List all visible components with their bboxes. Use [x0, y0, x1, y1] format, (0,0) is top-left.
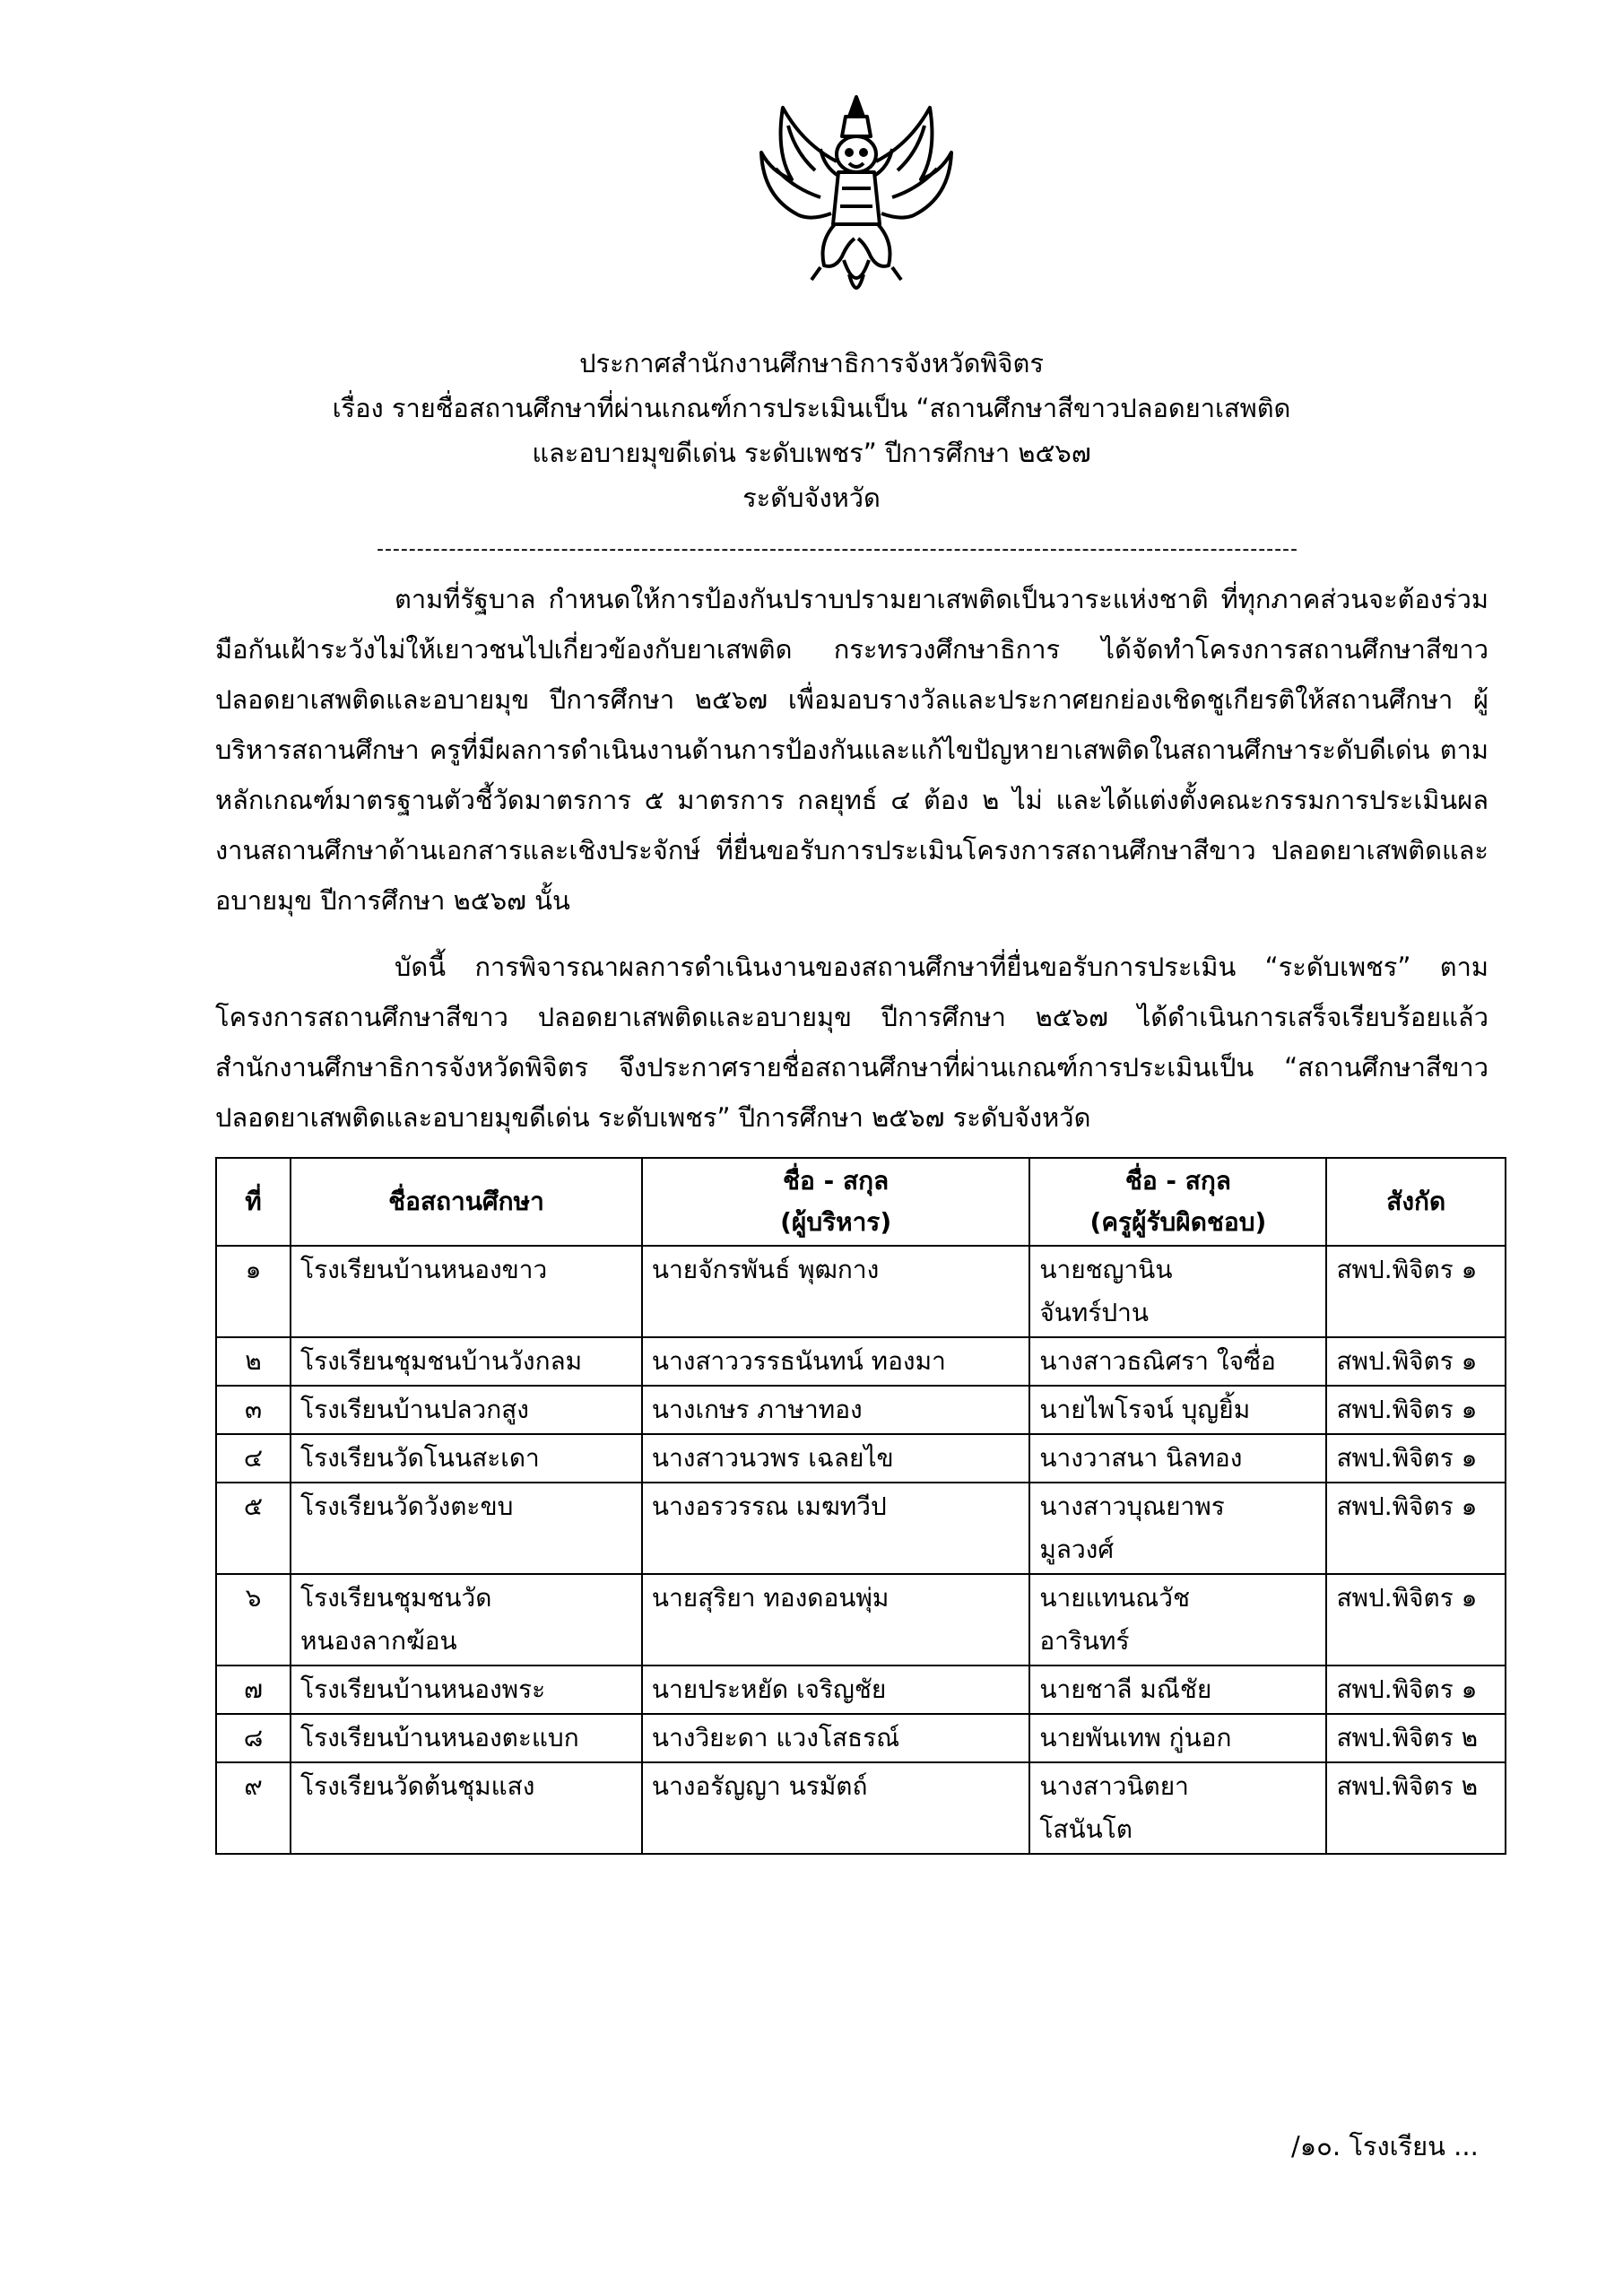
announcement-header [215, 341, 1408, 520]
table-row [216, 1665, 1506, 1714]
table-header-row [216, 1158, 1506, 1246]
cell-admin: นางอรวรรณ เมฆทวีป [642, 1483, 1029, 1574]
cell-affiliation: สพป.พิจิตร ๑ [1326, 1434, 1506, 1483]
cell-teacher: นางสาวนิตยา โสนันโต [1029, 1762, 1326, 1854]
header-level: ระดับจังหวัด [742, 483, 881, 513]
cell-school: โรงเรียนชุมชนวัด หนองลากฆ้อน [291, 1574, 642, 1665]
cell-school: โรงเรียนชุมชนบ้านวังกลม [291, 1337, 642, 1386]
header-admin-line1: ชื่อ - สกุล [783, 1166, 890, 1196]
cell-admin: นางสาววรรธนันทน์ ทองมา [642, 1337, 1029, 1386]
garuda-emblem-icon [749, 90, 964, 314]
table-row [216, 1714, 1506, 1762]
header-teacher-line2: (ครูผู้รับผิดชอบ) [1089, 1207, 1267, 1237]
cell-admin: นายสุริยา ทองดอนพุ่ม [642, 1574, 1029, 1665]
cell-no: ๗ [216, 1665, 291, 1714]
cell-affiliation: สพป.พิจิตร ๒ [1326, 1762, 1506, 1854]
header-admin [642, 1158, 1029, 1246]
cell-affiliation: สพป.พิจิตร ๑ [1326, 1483, 1506, 1574]
cell-teacher: นายแทนณวัช อารินทร์ [1029, 1574, 1326, 1665]
cell-no: ๘ [216, 1714, 291, 1762]
header-school: ชื่อสถานศึกษา [291, 1158, 642, 1246]
table-row [216, 1574, 1506, 1665]
cell-affiliation: สพป.พิจิตร ๒ [1326, 1714, 1506, 1762]
cell-affiliation: สพป.พิจิตร ๑ [1326, 1386, 1506, 1434]
cell-admin: นางสาวนวพร เฉลยไข [642, 1434, 1029, 1483]
cell-admin: นางวิยะดา แวงโสธรณ์ [642, 1714, 1029, 1762]
cell-school: โรงเรียนบ้านหนองพระ [291, 1665, 642, 1714]
cell-teacher: นางวาสนา นิลทอง [1029, 1434, 1326, 1483]
cell-no: ๒ [216, 1337, 291, 1386]
cell-school: โรงเรียนวัดโนนสะเดา [291, 1434, 642, 1483]
cell-teacher: นายไพโรจน์ บุญยิ้ม [1029, 1386, 1326, 1434]
paragraph-1: ตามที่รัฐบาล กำหนดให้การป้องกันปราบปรามยาเสพติดเป็นวาระแห่งชาติ ที่ทุกภาคส่วนจะต้องร่วมมือกันเฝ้าระวังไม่ให้เยาวชนไปเกี่ยวข้องกับยาเสพติด กระทรวงศึกษาธิการ ได้จัดทำโครงการสถานศึกษาสีขาว ปลอดยาเสพติดและอบายมุข ปีการศึกษา ๒๕๖๗ เพื่อมอบรางวัลและประกาศยกย่องเชิดชูเกียรติให้สถานศึกษา ผู้บริหารสถานศึกษา ครูที่มีผลการดำเนินงานด้านการป้องกันและแก้ไขปัญหายาเสพติดในสถานศึกษาระดับดีเด่น ตามหลักเกณฑ์มาตรฐานตัวชี้วัดมาตรการ ๕ มาตรการ กลยุทธ์ ๔ ต้อง ๒ ไม่ และได้แต่งตั้งคณะกรรมการประเมินผลงานสถานศึกษาด้านเอกสารและเชิงประจักษ์ ที่ยื่นขอรับการประเมินโครงการสถานศึกษาสีขาว ปลอดยาเสพติดและอบายมุข ปีการศึกษา ๒๕๖๗ นั้น [215, 584, 1488, 916]
paragraph-2: บัดนี้ การพิจารณาผลการดำเนินงานของสถานศึกษาที่ยื่นขอรับการประเมิน “ระดับเพชร” ตามโครงการสถานศึกษาสีขาว ปลอดยาเสพติดและอบายมุข ปีการศึกษา ๒๕๖๗ ได้ดำเนินการเสร็จเรียบร้อยแล้ว สำนักงานศึกษาธิการจังหวัดพิจิตร จึงประกาศรายชื่อสถานศึกษาที่ผ่านเกณฑ์การประเมินเป็น “สถานศึกษาสีขาวปลอดยาเสพติดและอบายมุขดีเด่น ระดับเพชร” ปีการศึกษา ๒๕๖๗ ระดับจังหวัด [215, 952, 1488, 1133]
cell-school: โรงเรียนบ้านปลวกสูง [291, 1386, 642, 1434]
cell-no: ๓ [216, 1386, 291, 1434]
cell-admin: นายจักรพันธ์ พุฒกาง [642, 1246, 1029, 1337]
cell-affiliation: สพป.พิจิตร ๑ [1326, 1665, 1506, 1714]
table-row [216, 1762, 1506, 1854]
cell-school: โรงเรียนวัดวังตะขบ [291, 1483, 642, 1574]
cell-affiliation: สพป.พิจิตร ๑ [1326, 1574, 1506, 1665]
header-teacher-line1: ชื่อ - สกุล [1124, 1166, 1231, 1196]
cell-no: ๔ [216, 1434, 291, 1483]
cell-teacher: นายชาลี มณีชัย [1029, 1665, 1326, 1714]
cell-affiliation: สพป.พิจิตร ๑ [1326, 1246, 1506, 1337]
table-row [216, 1386, 1506, 1434]
table-row [216, 1337, 1506, 1386]
header-teacher [1029, 1158, 1326, 1246]
header-affiliation: สังกัด [1326, 1158, 1506, 1246]
cell-admin: นางเกษร ภาษาทอง [642, 1386, 1029, 1434]
divider-rule: ------------------------------------------------------------------------------------------------------------------- [377, 538, 1298, 561]
cell-teacher: นางสาวธณิศรา ใจซื่อ [1029, 1337, 1326, 1386]
cell-teacher: นางสาวบุณยาพร มูลวงศ์ [1029, 1483, 1326, 1574]
cell-teacher: นายพันเทพ กู่นอก [1029, 1714, 1326, 1762]
cell-no: ๖ [216, 1574, 291, 1665]
header-no: ที่ [216, 1158, 291, 1246]
awards-table [215, 1157, 1506, 1855]
header-title: ประกาศสำนักงานศึกษาธิการจังหวัดพิจิตร [579, 348, 1044, 378]
table-row [216, 1483, 1506, 1574]
header-admin-line2: (ผู้บริหาร) [780, 1207, 892, 1237]
header-subject-cont: และอบายมุขดีเด่น ระดับเพชร” ปีการศึกษา ๒๕๖๗ [532, 438, 1091, 468]
cell-no: ๕ [216, 1483, 291, 1574]
page-continuation: /๑๐. โรงเรียน ... [1291, 2131, 1479, 2161]
table-row [216, 1434, 1506, 1483]
cell-teacher: นายชญานิน จันทร์ปาน [1029, 1246, 1326, 1337]
header-subject: เรื่อง รายชื่อสถานศึกษาที่ผ่านเกณฑ์การประเมินเป็น “สถานศึกษาสีขาวปลอดยาเสพติด [332, 393, 1291, 423]
cell-school: โรงเรียนบ้านหนองตะแบก [291, 1714, 642, 1762]
cell-no: ๙ [216, 1762, 291, 1854]
table-row [216, 1246, 1506, 1337]
cell-affiliation: สพป.พิจิตร ๑ [1326, 1337, 1506, 1386]
cell-admin: นายประหยัด เจริญชัย [642, 1665, 1029, 1714]
cell-school: โรงเรียนบ้านหนองขาว [291, 1246, 642, 1337]
cell-no: ๑ [216, 1246, 291, 1337]
cell-school: โรงเรียนวัดต้นชุมแสง [291, 1762, 642, 1854]
cell-admin: นางอรัญญา นรมัตถ์ [642, 1762, 1029, 1854]
